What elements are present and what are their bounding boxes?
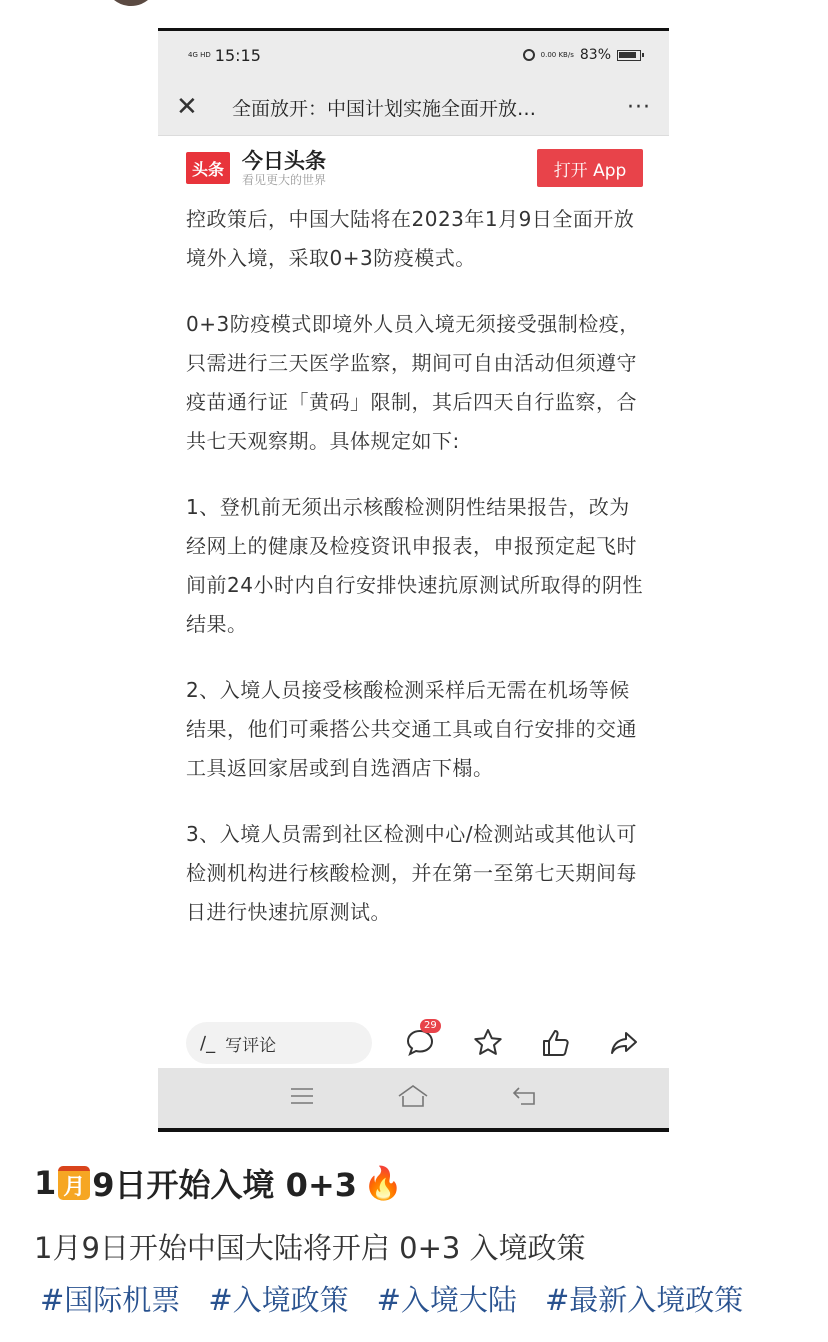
battery-percent: 83% <box>579 47 611 63</box>
brand-slogan: 看见更大的世界 <box>242 173 327 187</box>
toutiao-logo: 头条 <box>186 152 230 184</box>
hashtag-link[interactable]: #国际机票 <box>40 1283 181 1317</box>
pen-icon: ∕_ <box>200 1032 216 1054</box>
calendar-month-icon: 月 <box>58 1166 90 1200</box>
article-paragraph: 3、入境人员需到社区检测中心/检测站或其他认可检测机构进行核酸检测，并在第一至第七天期间每日进行快速抗原测试。 <box>186 822 637 924</box>
close-icon[interactable]: ✕ <box>176 92 198 122</box>
menu-icon[interactable] <box>289 1086 315 1110</box>
article-paragraph: 2、入境人员接受核酸检测采样后无需在机场等候结果，他们可乘搭公共交通工具或自行安排的交通工具返回家居或到自选酒店下榻。 <box>186 678 637 780</box>
battery-icon <box>617 50 641 61</box>
page-title: 全面放开：中国计划实施全面开放… <box>232 97 537 120</box>
thumbs-up-icon[interactable] <box>536 1023 576 1063</box>
hashtag-link[interactable]: #入境大陆 <box>376 1283 517 1317</box>
status-bar <box>158 31 669 79</box>
tag-list <box>40 1278 743 1319</box>
more-options-icon[interactable]: ··· <box>627 94 651 120</box>
article-paragraph: 1、登机前无须出示核酸检测阴性结果报告，改为经网上的健康及检疫资讯申报表，申报预定起飞时间前24小时内自行安排快速抗原测试所取得的阴性结果。 <box>186 495 643 636</box>
status-time: 15:15 <box>214 45 261 65</box>
network-speed: 0.00 KB/s <box>540 51 574 59</box>
write-comment-label: 写评论 <box>225 1035 277 1056</box>
home-icon[interactable] <box>396 1083 430 1113</box>
brand-name: 今日头条 <box>242 149 326 173</box>
network-indicator: 4G HD <box>188 50 211 59</box>
comment-icon[interactable] <box>400 1020 440 1063</box>
avatar[interactable] <box>104 0 158 6</box>
action-bar <box>158 1013 669 1073</box>
brand-bar <box>158 136 669 200</box>
post-title <box>34 1160 403 1206</box>
article-paragraph: 控政策后，中国大陆将在2023年1月9日全面开放境外入境，采取0+3防疫模式。 <box>186 207 635 270</box>
system-nav-bar <box>158 1068 669 1128</box>
alarm-icon <box>523 49 535 61</box>
open-app-button[interactable]: 打开 App <box>537 149 643 187</box>
post-title-suffix: 9日开始入境 0+3 <box>92 1166 358 1204</box>
fire-icon: 🔥 <box>363 1164 403 1202</box>
article-body <box>158 200 669 932</box>
share-icon[interactable] <box>604 1023 644 1063</box>
star-icon[interactable] <box>468 1023 508 1063</box>
embedded-screenshot <box>158 28 669 1132</box>
hashtag-link[interactable]: #入境政策 <box>208 1283 349 1317</box>
post-body: 1月9日开始中国大陆将开启 0+3 入境政策 <box>34 1231 586 1265</box>
article-paragraph: 0+3防疫模式即境外人员入境无须接受强制检疫，只需进行三天医学监察，期间可自由活动但须遵守疫苗通行证「黄码」限制，其后四天自行监察，合共七天观察期。具体规定如下: <box>186 312 640 453</box>
title-bar <box>158 79 669 136</box>
back-icon[interactable] <box>511 1085 539 1111</box>
write-comment-button[interactable] <box>186 1022 372 1064</box>
post-title-prefix: 1 <box>34 1164 57 1202</box>
comment-count-badge: 29 <box>420 1019 441 1033</box>
hashtag-link[interactable]: #最新入境政策 <box>544 1283 744 1317</box>
